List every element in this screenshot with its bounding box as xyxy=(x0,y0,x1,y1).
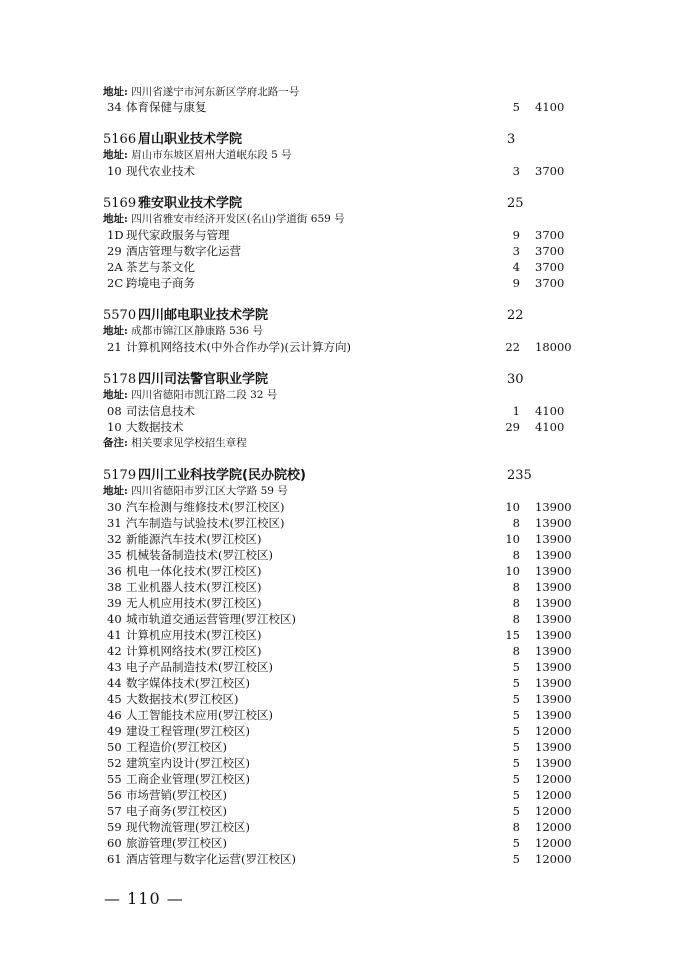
enroll-count: 5 xyxy=(512,852,520,866)
page-number: — 110 — xyxy=(104,889,184,908)
enroll-count: 15 xyxy=(505,628,520,642)
tuition-fee: 3700 xyxy=(535,244,565,258)
tuition-fee: 13900 xyxy=(535,532,572,546)
enroll-count: 10 xyxy=(505,564,520,578)
major-name: 旅游管理(罗江校区) xyxy=(126,836,227,850)
major-row xyxy=(0,851,680,867)
major-code: 38 xyxy=(107,580,122,594)
major-row xyxy=(0,675,680,691)
tuition-fee: 18000 xyxy=(535,340,572,354)
major-name: 工商企业管理(罗江校区) xyxy=(126,772,250,786)
major-row xyxy=(0,643,680,659)
school-name: 四川司法警官职业学院 xyxy=(138,372,269,387)
major-name: 酒店管理与数字化运营(罗江校区) xyxy=(126,852,296,866)
school-address xyxy=(0,211,680,227)
address-text: 地址: 四川省德阳市凯江路二段 32 号 xyxy=(103,389,278,401)
tuition-fee: 13900 xyxy=(535,596,572,610)
major-name: 无人机应用技术(罗江校区) xyxy=(126,596,262,610)
major-name: 工业机器人技术(罗江校区) xyxy=(126,580,262,594)
major-name: 司法信息技术 xyxy=(126,404,195,418)
major-code: 60 xyxy=(107,836,122,850)
enroll-count: 5 xyxy=(512,708,520,722)
major-code: 2C xyxy=(107,276,124,290)
major-code: 57 xyxy=(107,804,122,818)
address-label: 地址: xyxy=(103,325,128,337)
major-row xyxy=(0,275,680,291)
major-row xyxy=(0,611,680,627)
major-row xyxy=(0,563,680,579)
major-code: 39 xyxy=(107,596,122,610)
address-label: 备注: xyxy=(103,437,128,449)
major-code: 61 xyxy=(107,852,122,866)
tuition-fee: 13900 xyxy=(535,660,572,674)
tuition-fee: 4100 xyxy=(535,404,565,418)
major-name: 跨境电子商务 xyxy=(126,276,195,290)
major-row xyxy=(0,579,680,595)
major-code: 46 xyxy=(107,708,122,722)
major-code: 21 xyxy=(107,340,122,354)
enroll-count: 29 xyxy=(505,420,520,434)
major-name: 工程造价(罗江校区) xyxy=(126,740,227,754)
tuition-fee: 13900 xyxy=(535,756,572,770)
school-total: 22 xyxy=(507,308,524,323)
major-name: 计算机网络技术(中外合作办学)(云计算方向) xyxy=(126,340,351,354)
major-name: 大数据技术(罗江校区) xyxy=(126,692,239,706)
major-row xyxy=(0,835,680,851)
tuition-fee: 13900 xyxy=(535,676,572,690)
tuition-fee: 13900 xyxy=(535,612,572,626)
school-name: 眉山职业技术学院 xyxy=(138,132,243,147)
major-code: 10 xyxy=(107,164,122,178)
major-row xyxy=(0,547,680,563)
school-address xyxy=(0,147,680,163)
enroll-count: 5 xyxy=(512,836,520,850)
major-code: 29 xyxy=(107,244,122,258)
school-name: 四川邮电职业技术学院 xyxy=(138,308,269,323)
major-name: 市场营销(罗江校区) xyxy=(126,788,227,802)
major-code: 36 xyxy=(107,564,122,578)
major-row xyxy=(0,723,680,739)
major-row xyxy=(0,755,680,771)
major-row xyxy=(0,531,680,547)
enroll-count: 5 xyxy=(512,756,520,770)
enroll-count: 9 xyxy=(512,228,520,242)
tuition-fee: 3700 xyxy=(535,260,565,274)
school-code: 5178 xyxy=(103,372,137,387)
enroll-count: 8 xyxy=(512,820,520,834)
tuition-fee: 3700 xyxy=(535,228,565,242)
major-code: 44 xyxy=(107,676,122,690)
major-name: 机电一体化技术(罗江校区) xyxy=(126,564,262,578)
tuition-fee: 13900 xyxy=(535,548,572,562)
major-name: 计算机应用技术(罗江校区) xyxy=(126,628,262,642)
major-name: 酒店管理与数字化运营 xyxy=(126,244,241,258)
school-name: 四川工业科技学院(民办院校) xyxy=(138,468,306,483)
school-total: 30 xyxy=(507,372,524,387)
major-row xyxy=(0,339,680,355)
school-name: 雅安职业技术学院 xyxy=(138,196,243,211)
major-name: 电子产品制造技术(罗江校区) xyxy=(126,660,273,674)
enroll-count: 5 xyxy=(512,676,520,690)
major-row xyxy=(0,243,680,259)
major-row xyxy=(0,707,680,723)
major-row xyxy=(0,771,680,787)
enroll-count: 5 xyxy=(512,100,520,114)
enroll-count: 8 xyxy=(512,548,520,562)
address-label: 地址: xyxy=(103,149,128,161)
address-text: 备注: 相关要求见学校招生章程 xyxy=(103,437,247,449)
school-address xyxy=(0,323,680,339)
major-row xyxy=(0,739,680,755)
tuition-fee: 13900 xyxy=(535,516,572,530)
school-total: 3 xyxy=(507,132,516,147)
major-name: 体育保健与康复 xyxy=(126,100,207,114)
enroll-count: 22 xyxy=(505,340,520,354)
major-code: 50 xyxy=(107,740,122,754)
address-text: 地址: 眉山市东坡区眉州大道岷东段 5 号 xyxy=(103,149,292,161)
major-name: 建设工程管理(罗江校区) xyxy=(126,724,250,738)
major-name: 电子商务(罗江校区) xyxy=(126,804,227,818)
tuition-fee: 12000 xyxy=(535,788,572,802)
major-code: 41 xyxy=(107,628,122,642)
enroll-count: 10 xyxy=(505,500,520,514)
enroll-count: 10 xyxy=(505,532,520,546)
tuition-fee: 13900 xyxy=(535,644,572,658)
enroll-count: 5 xyxy=(512,772,520,786)
tuition-fee: 12000 xyxy=(535,804,572,818)
tuition-fee: 12000 xyxy=(535,724,572,738)
address-text: 地址: 四川省遂宁市河东新区学府北路一号 xyxy=(103,86,300,98)
tuition-fee: 13900 xyxy=(535,708,572,722)
major-row xyxy=(0,803,680,819)
major-name: 大数据技术 xyxy=(126,420,184,434)
major-code: 1D xyxy=(107,228,124,242)
tuition-fee: 13900 xyxy=(535,740,572,754)
major-name: 汽车制造与试验技术(罗江校区) xyxy=(126,516,285,530)
enroll-count: 5 xyxy=(512,660,520,674)
enroll-count: 4 xyxy=(512,260,520,274)
major-name: 机械装备制造技术(罗江校区) xyxy=(126,548,273,562)
major-row xyxy=(0,787,680,803)
major-row xyxy=(0,99,680,115)
school-note xyxy=(0,435,680,451)
major-name: 现代物流管理(罗江校区) xyxy=(126,820,250,834)
major-name: 建筑室内设计(罗江校区) xyxy=(126,756,250,770)
tuition-fee: 4100 xyxy=(535,100,565,114)
tuition-fee: 12000 xyxy=(535,820,572,834)
enroll-count: 5 xyxy=(512,740,520,754)
major-code: 35 xyxy=(107,548,122,562)
enroll-count: 5 xyxy=(512,804,520,818)
major-code: 52 xyxy=(107,756,122,770)
school-code: 5166 xyxy=(103,132,137,147)
tuition-fee: 3700 xyxy=(535,164,565,178)
major-code: 43 xyxy=(107,660,122,674)
enroll-count: 8 xyxy=(512,516,520,530)
major-row xyxy=(0,595,680,611)
major-name: 新能源汽车技术(罗江校区) xyxy=(126,532,262,546)
tuition-fee: 3700 xyxy=(535,276,565,290)
tuition-fee: 13900 xyxy=(535,692,572,706)
address-label: 地址: xyxy=(103,86,128,98)
school-address xyxy=(0,84,680,100)
major-row xyxy=(0,691,680,707)
tuition-fee: 13900 xyxy=(535,580,572,594)
enroll-count: 5 xyxy=(512,788,520,802)
major-code: 45 xyxy=(107,692,122,706)
enroll-count: 3 xyxy=(512,164,520,178)
major-code: 49 xyxy=(107,724,122,738)
major-row xyxy=(0,419,680,435)
major-name: 城市轨道交通运营管理(罗江校区) xyxy=(126,612,296,626)
major-code: 42 xyxy=(107,644,122,658)
major-row xyxy=(0,627,680,643)
enroll-count: 8 xyxy=(512,644,520,658)
major-row xyxy=(0,259,680,275)
address-label: 地址: xyxy=(103,389,128,401)
major-row xyxy=(0,227,680,243)
major-code: 30 xyxy=(107,500,122,514)
address-label: 地址: xyxy=(103,213,128,225)
enroll-count: 8 xyxy=(512,612,520,626)
school-address xyxy=(0,483,680,499)
major-row xyxy=(0,515,680,531)
tuition-fee: 12000 xyxy=(535,836,572,850)
major-row xyxy=(0,403,680,419)
tuition-fee: 13900 xyxy=(535,500,572,514)
major-name: 茶艺与茶文化 xyxy=(126,260,195,274)
major-code: 2A xyxy=(107,260,123,274)
school-total: 235 xyxy=(507,468,532,483)
address-text: 地址: 四川省雅安市经济开发区(名山)学道街 659 号 xyxy=(103,213,345,225)
address-label: 地址: xyxy=(103,485,128,497)
school-code: 5570 xyxy=(103,308,137,323)
school-code: 5169 xyxy=(103,196,137,211)
tuition-fee: 13900 xyxy=(535,628,572,642)
major-code: 34 xyxy=(107,100,122,114)
enroll-count: 3 xyxy=(512,244,520,258)
tuition-fee: 12000 xyxy=(535,852,572,866)
school-total: 25 xyxy=(507,196,524,211)
enroll-count: 8 xyxy=(512,596,520,610)
major-code: 10 xyxy=(107,420,122,434)
enroll-count: 1 xyxy=(512,404,520,418)
major-row xyxy=(0,499,680,515)
major-row xyxy=(0,659,680,675)
major-name: 人工智能技术应用(罗江校区) xyxy=(126,708,273,722)
major-code: 56 xyxy=(107,788,122,802)
school-address xyxy=(0,387,680,403)
major-name: 现代家政服务与管理 xyxy=(126,228,230,242)
major-name: 汽车检测与维修技术(罗江校区) xyxy=(126,500,285,514)
major-row xyxy=(0,819,680,835)
major-code: 31 xyxy=(107,516,122,530)
major-code: 55 xyxy=(107,772,122,786)
tuition-fee: 13900 xyxy=(535,564,572,578)
major-row xyxy=(0,163,680,179)
address-text: 地址: 四川省德阳市罗江区大学路 59 号 xyxy=(103,485,288,497)
major-code: 40 xyxy=(107,612,122,626)
major-name: 计算机网络技术(罗江校区) xyxy=(126,644,262,658)
major-code: 59 xyxy=(107,820,122,834)
major-name: 现代农业技术 xyxy=(126,164,195,178)
tuition-fee: 4100 xyxy=(535,420,565,434)
major-name: 数字媒体技术(罗江校区) xyxy=(126,676,250,690)
enroll-count: 8 xyxy=(512,580,520,594)
enroll-count: 5 xyxy=(512,692,520,706)
major-code: 32 xyxy=(107,532,122,546)
major-code: 08 xyxy=(107,404,122,418)
enroll-count: 5 xyxy=(512,724,520,738)
school-code: 5179 xyxy=(103,468,137,483)
address-text: 地址: 成都市锦江区静康路 536 号 xyxy=(103,325,263,337)
tuition-fee: 12000 xyxy=(535,772,572,786)
enroll-count: 9 xyxy=(512,276,520,290)
